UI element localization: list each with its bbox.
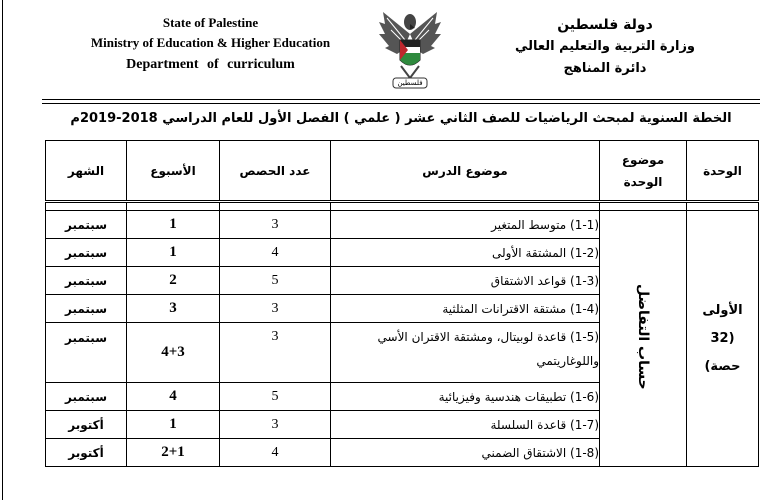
header-en-department: Department of curriculum [126, 57, 295, 72]
plan-title: الخطة السنوية لمبحث الرياضيات للصف الثاني عشر ( علمي ) الفصل الأول للعام الدراسي 2018-2019م [70, 111, 732, 126]
header-unit: الوحدة [687, 141, 759, 202]
lesson-cell: (1-1) متوسط المتغير [331, 211, 600, 239]
count-cell: 3 [220, 211, 331, 239]
lesson-cell: (1-7) قاعدة السلسلة [331, 411, 600, 439]
header-en-ministry: Ministry of Education & Higher Education [90, 35, 331, 50]
table-row [46, 211, 759, 239]
count-cell: 4 [220, 439, 331, 467]
unit-name-line1: الأولى [702, 302, 743, 318]
emblem-label: فلسطين [397, 79, 423, 87]
week-cell: 1 [127, 411, 220, 439]
header-lesson: موضوع الدرس [331, 141, 600, 202]
table-spacer-row [46, 202, 759, 211]
count-cell: 5 [220, 267, 331, 295]
week-cell: 4+3 [127, 323, 220, 383]
month-cell: سبتمبر [46, 323, 127, 383]
count-cell: 3 [220, 323, 331, 383]
week-cell: 2+1 [127, 439, 220, 467]
header-week: الأسبوع [127, 141, 220, 202]
header-lesson-unit [600, 141, 687, 202]
week-cell: 3 [127, 295, 220, 323]
header-arabic [510, 14, 700, 80]
lesson-cell: (1-8) الاشتقاق الضمني [331, 439, 600, 467]
header-ar-department: دائرة المناهج [563, 61, 647, 76]
count-cell: 4 [220, 239, 331, 267]
header-en-state: State of Palestine [162, 15, 259, 30]
count-cell: 3 [220, 411, 331, 439]
month-cell: سبتمبر [46, 239, 127, 267]
lesson-cell: (1-5) قاعدة لوبيتال، ومشتقة الاقتران الأسي واللوغاريتمي [331, 323, 600, 383]
header-month: الشهر [46, 141, 127, 202]
header-divider-top [42, 99, 760, 100]
annual-plan-table [45, 140, 759, 467]
unit-name-line2: (32 [710, 330, 735, 346]
table-header-row [46, 141, 759, 202]
month-cell: سبتمبر [46, 211, 127, 239]
header-lesson-unit-text: موضوع الوحدة [621, 152, 665, 189]
month-cell: أكتوبر [46, 411, 127, 439]
header-count: عدد الحصص [220, 141, 331, 202]
page-left-border [2, 0, 3, 500]
week-cell: 4 [127, 383, 220, 411]
week-cell: 1 [127, 211, 220, 239]
week-cell: 2 [127, 267, 220, 295]
week-cell: 1 [127, 239, 220, 267]
unit-name-cell [687, 211, 759, 467]
lesson-unit-cell [600, 211, 687, 467]
month-cell: أكتوبر [46, 439, 127, 467]
lesson-cell: (1-3) قواعد الاشتقاق [331, 267, 600, 295]
lesson-cell: (1-6) تطبيقات هندسية وفيزيائية [331, 383, 600, 411]
lesson-unit-name: حساب التفاضل [635, 283, 651, 390]
month-cell: سبتمبر [46, 383, 127, 411]
header-ar-ministry: وزارة التربية والتعليم العالي [514, 39, 696, 54]
lesson-cell: (1-2) المشتقة الأولى [331, 239, 600, 267]
month-cell: سبتمبر [46, 267, 127, 295]
header-ar-state: دولة فلسطين [557, 17, 653, 33]
month-cell: سبتمبر [46, 295, 127, 323]
count-cell: 5 [220, 383, 331, 411]
unit-name-line3: حصة) [704, 358, 741, 374]
header-english [68, 14, 353, 76]
lesson-cell: (1-4) مشتقة الاقترانات المثلثية [331, 295, 600, 323]
count-cell: 3 [220, 295, 331, 323]
header-divider-bottom [42, 103, 760, 104]
